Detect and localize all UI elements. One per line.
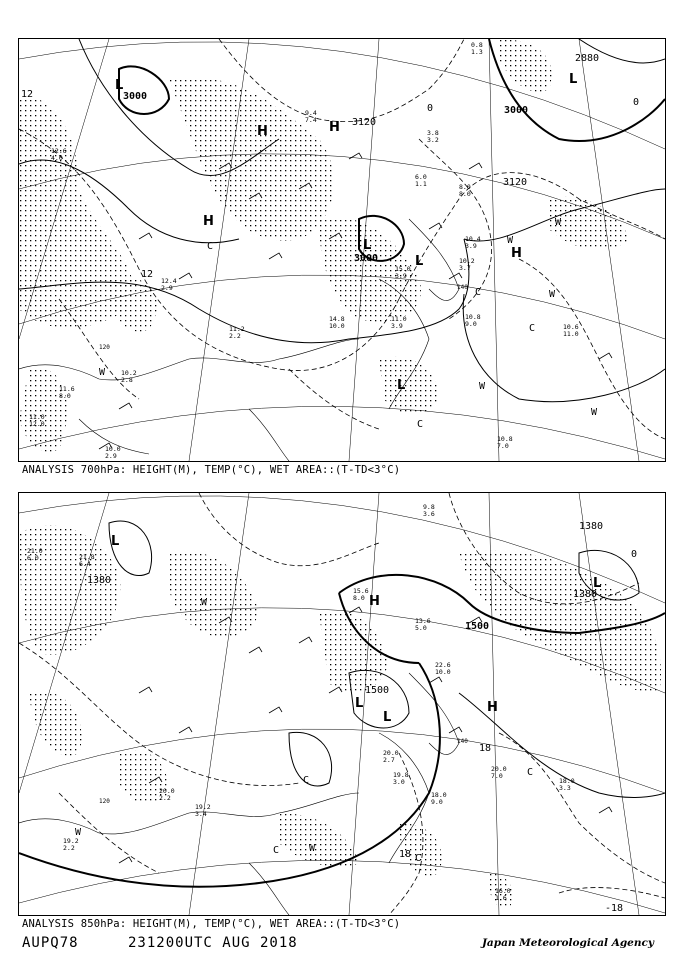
station-plot [431,791,447,806]
high-pressure-center: H [329,120,340,135]
station-plot [459,257,475,272]
svg-text:21.8: 21.8 [79,553,95,561]
svg-text:2.2: 2.2 [159,794,171,802]
svg-text:20.0: 20.0 [159,787,175,795]
chart-700hpa [19,39,665,461]
contour-label: 1380 [579,521,604,532]
agency-name: Japan Meteorological Agency [481,937,654,949]
bulletin-code: AUPQ78 [22,935,79,951]
cold-center: C [207,241,214,252]
station-plot [305,109,317,124]
contour-label: 1500 [365,685,390,696]
grid-label: 140 [457,738,468,745]
svg-text:3.0: 3.0 [393,778,405,786]
warm-center: W [591,407,598,418]
station-plot [195,803,211,818]
svg-text:18.0: 18.0 [559,777,575,785]
contour-label: 0 [631,549,638,560]
svg-text:10.0: 10.0 [435,668,451,676]
warm-center: W [555,217,562,228]
svg-text:2.8: 2.8 [121,376,133,384]
svg-text:10.2: 10.2 [121,369,137,377]
svg-text:2.9: 2.9 [161,284,173,292]
svg-text:11.6: 11.6 [59,385,75,393]
cold-center: C [273,845,280,856]
station-plot [59,385,75,400]
svg-text:1.6: 1.6 [495,894,507,902]
contour-label: 0 [427,103,434,114]
warm-center: W [99,367,106,378]
cold-center: C [529,323,536,334]
svg-text:9.8: 9.8 [423,503,435,511]
station-plot [121,369,137,384]
contour-label: 1380 [573,589,598,600]
svg-text:2.9: 2.9 [105,452,117,460]
svg-text:13.6: 13.6 [415,617,431,625]
svg-text:5.0: 5.0 [415,624,427,632]
station-plot [63,837,79,852]
contour-label: 18 [479,743,492,754]
map-panel-700hpa [18,38,666,462]
station-plot [29,413,45,428]
wet-area-dots [19,525,661,908]
station-plot [491,765,507,780]
contour-label: 18 [399,849,412,860]
contour-label: 1500 [465,621,490,632]
svg-text:15.6: 15.6 [353,587,369,595]
station-plot [435,661,451,676]
svg-text:1.3: 1.3 [471,48,483,56]
svg-text:14.8: 14.8 [329,315,345,323]
svg-text:3.3: 3.3 [559,784,571,792]
station-plot [423,503,435,518]
station-plot [427,129,439,144]
svg-text:8.0: 8.0 [459,183,471,191]
contour-label: 3000 [354,253,379,264]
warm-center: W [201,597,208,608]
svg-text:3.9: 3.9 [395,272,407,280]
high-pressure-center: H [257,124,268,139]
station-plot [229,325,245,340]
contour-label: 3000 [504,105,529,116]
svg-text:3.9: 3.9 [465,242,477,250]
contour-label: -18 [605,903,624,914]
svg-text:8.0: 8.0 [353,594,365,602]
station-plot [459,183,471,198]
svg-text:12.4: 12.4 [161,277,177,285]
contour-label: 12 [21,89,34,100]
contour-label: 0 [633,97,640,108]
svg-text:3.4: 3.4 [195,810,207,818]
station-plot [465,235,481,250]
valid-time: 231200UTC AUG 2018 [128,935,298,951]
svg-text:1.1: 1.1 [415,180,427,188]
cold-center: C [415,853,422,864]
high-pressure-center: H [487,700,498,715]
station-plot [159,787,175,802]
contour-label: 12 [141,269,154,280]
grid-label: 120 [99,798,110,805]
contour-label: 3120 [352,117,377,128]
svg-text:0.8: 0.8 [471,41,483,49]
svg-text:3.2: 3.2 [427,136,439,144]
contour-label: 3120 [503,177,528,188]
low-pressure-center: L [115,78,124,93]
grid-label: 140 [457,284,468,291]
chart-850hpa [19,493,665,915]
station-plot [391,315,407,330]
station-plot [563,323,579,338]
station-plot [161,277,177,292]
svg-text:6.4: 6.4 [79,560,91,568]
station-plot [465,313,481,328]
svg-text:4.0: 4.0 [51,154,63,162]
svg-text:3.6: 3.6 [423,510,435,518]
svg-text:15.0: 15.0 [395,265,411,273]
svg-text:10.8: 10.8 [497,435,513,443]
svg-text:16.0: 16.0 [495,887,511,895]
station-plot [329,315,345,330]
contour-label: 3000 [123,91,148,102]
svg-text:19.2: 19.2 [195,803,211,811]
svg-text:2.7: 2.7 [383,756,395,764]
svg-text:9.4: 9.4 [305,109,317,117]
cold-center: C [475,287,482,298]
wet-area-dots [19,39,629,452]
station-plot [393,771,409,786]
svg-text:3.9: 3.9 [391,322,403,330]
svg-text:10.6: 10.6 [563,323,579,331]
station-plot [559,777,575,792]
high-pressure-center: H [511,246,522,261]
svg-text:10.0: 10.0 [105,445,121,453]
svg-text:10.4: 10.4 [465,235,481,243]
contour-label: 2880 [575,53,600,64]
svg-text:7.0: 7.0 [491,772,503,780]
low-pressure-center: L [397,378,406,393]
station-plot [105,445,121,460]
cold-center: C [527,767,534,778]
low-pressure-center: L [383,710,392,725]
cold-center: C [417,419,424,430]
station-plot [471,41,483,56]
warm-center: W [309,843,316,854]
low-pressure-center: L [355,696,364,711]
high-pressure-center: H [369,594,380,609]
low-pressure-center: L [363,238,372,253]
svg-text:19.2: 19.2 [63,837,79,845]
svg-text:7.0: 7.0 [497,442,509,450]
svg-text:10.8: 10.8 [465,313,481,321]
station-plot [415,617,431,632]
caption-700hpa: ANALYSIS 700hPa: HEIGHT(M), TEMP(°C), WET AREA::(T-TD<3°C) [22,464,401,476]
svg-text:12.0: 12.0 [29,420,45,428]
svg-text:3.8: 3.8 [427,129,439,137]
low-pressure-center: L [593,576,602,591]
svg-text:12.6: 12.6 [51,147,67,155]
station-plot [415,173,427,188]
svg-text:22.6: 22.6 [435,661,451,669]
svg-text:11.0: 11.0 [563,330,579,338]
svg-text:10.0: 10.0 [329,322,345,330]
svg-text:18.0: 18.0 [431,791,447,799]
svg-text:21.0: 21.0 [27,547,43,555]
map-panel-850hpa [18,492,666,916]
station-plot [383,749,399,764]
low-pressure-center: L [415,254,424,269]
svg-text:3.7: 3.7 [459,264,471,272]
warm-center: W [549,289,556,300]
svg-text:9.0: 9.0 [465,320,477,328]
svg-text:20.0: 20.0 [491,765,507,773]
low-pressure-center: L [569,72,578,87]
svg-text:20.0: 20.0 [383,749,399,757]
svg-text:11.0: 11.0 [29,413,45,421]
cold-center: C [303,775,310,786]
contour-label: 1380 [87,575,112,586]
station-plot [353,587,369,602]
low-pressure-center: L [111,534,120,549]
warm-center: W [507,235,514,246]
coastline [19,673,459,915]
svg-text:11.0: 11.0 [391,315,407,323]
svg-text:2.2: 2.2 [229,332,241,340]
svg-text:9.0: 9.0 [431,798,443,806]
high-pressure-center: H [203,214,214,229]
caption-850hpa: ANALYSIS 850hPa: HEIGHT(M), TEMP(°C), WET AREA::(T-TD<3°C) [22,918,401,930]
svg-text:19.8: 19.8 [393,771,409,779]
grid-label: 120 [99,344,110,351]
svg-text:11.2: 11.2 [229,325,245,333]
warm-center: W [479,381,486,392]
svg-text:8.0: 8.0 [459,190,471,198]
station-plot [497,435,513,450]
svg-text:10.2: 10.2 [459,257,475,265]
svg-text:8.0: 8.0 [59,392,71,400]
warm-center: W [75,827,82,838]
svg-text:2.2: 2.2 [63,844,75,852]
svg-text:6.0: 6.0 [27,554,39,562]
svg-text:6.0: 6.0 [415,173,427,181]
svg-text:7.4: 7.4 [305,116,317,124]
